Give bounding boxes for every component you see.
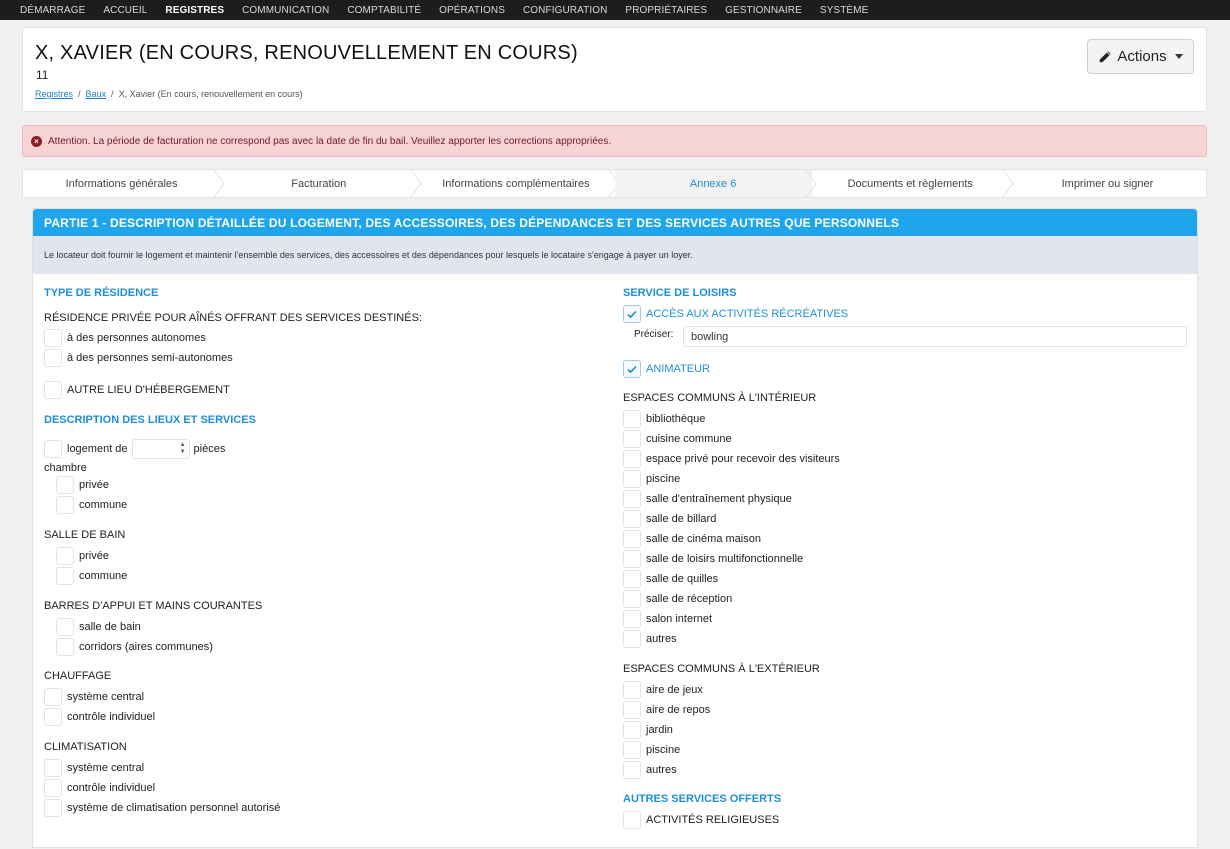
nav-item-6[interactable]: CONFIGURATION	[522, 4, 608, 16]
checkbox-row[interactable]	[623, 305, 848, 323]
step-label: Documents et règlements	[847, 177, 973, 190]
checkbox-label: salle de réception	[646, 593, 733, 605]
checkbox-checked[interactable]	[623, 360, 641, 378]
alert-banner	[22, 125, 1207, 157]
chauffage-heading: CHAUFFAGE	[44, 670, 112, 682]
checkbox-row[interactable]	[56, 547, 109, 565]
step-tab-3[interactable]	[615, 170, 812, 197]
checkbox-label: aire de repos	[646, 704, 711, 716]
checkbox[interactable]	[56, 638, 74, 656]
checkbox-row[interactable]	[623, 761, 677, 779]
checkbox[interactable]	[44, 759, 62, 777]
checkbox-label: bibliothèque	[646, 413, 706, 425]
checkbox-row[interactable]	[623, 701, 710, 719]
nav-item-1[interactable]: ACCUEIL	[103, 4, 148, 16]
checkbox[interactable]	[623, 570, 641, 588]
checkbox-row[interactable]	[56, 476, 109, 494]
annexe-section	[32, 208, 1198, 848]
checkbox-row[interactable]	[623, 811, 779, 829]
checkmark-icon	[626, 363, 638, 375]
checkbox-row[interactable]	[623, 681, 703, 699]
checkbox-row[interactable]	[623, 490, 792, 508]
type-residence-heading: TYPE DE RÉSIDENCE	[44, 287, 159, 299]
checkbox-label: espace privé pour recevoir des visiteurs	[646, 453, 840, 465]
nav-item-4[interactable]: COMPTABILITÉ	[347, 4, 422, 16]
checkbox-row[interactable]	[623, 470, 680, 488]
checkbox-row[interactable]	[44, 708, 155, 726]
pieces-label: pièces	[193, 443, 226, 455]
checkbox[interactable]	[44, 349, 62, 367]
checkbox-label: système de climatisation personnel autorisé	[67, 802, 281, 814]
climatisation-heading: CLIMATISATION	[44, 741, 127, 753]
step-label: Facturation	[291, 177, 347, 190]
checkbox-row[interactable]	[623, 721, 673, 739]
step-tab-4[interactable]	[812, 170, 1009, 197]
form-body	[33, 274, 1199, 849]
checkbox-label: jardin	[646, 724, 673, 736]
checkbox-label: à des personnes autonomes	[67, 332, 206, 344]
checkbox-label: système central	[67, 691, 145, 703]
breadcrumb-baux[interactable]: Baux	[85, 89, 107, 99]
step-tab-0[interactable]	[23, 170, 220, 197]
checkbox-label: ACTIVITÉS RELIGIEUSES	[646, 814, 780, 826]
nav-item-7[interactable]: PROPRIÉTAIRES	[625, 4, 708, 16]
checkbox-label: salle de bain	[79, 621, 141, 633]
step-tab-1[interactable]	[220, 170, 417, 197]
page-header	[22, 27, 1207, 112]
checkbox[interactable]	[44, 381, 62, 399]
checkbox[interactable]	[623, 490, 641, 508]
checkbox[interactable]	[623, 761, 641, 779]
checkbox-row[interactable]	[44, 349, 233, 367]
checkbox[interactable]	[623, 741, 641, 759]
page-subtitle: 11	[36, 68, 49, 82]
breadcrumb-current: X, Xavier (En cours, renouvellement en cours)	[118, 89, 303, 99]
checkmark-icon	[626, 308, 638, 320]
checkbox-label: système central	[67, 762, 145, 774]
checkbox-label: salle d'entraînement physique	[646, 493, 792, 505]
checkbox[interactable]	[623, 410, 641, 428]
checkbox-row[interactable]	[623, 570, 718, 588]
checkbox-label: commune	[79, 570, 128, 582]
checkbox[interactable]	[56, 618, 74, 636]
checkbox[interactable]	[56, 476, 74, 494]
checkbox[interactable]	[44, 440, 62, 458]
rpa-heading: RÉSIDENCE PRIVÉE POUR AÎNÉS OFFRANT DES SERVICES DESTINÉS:	[44, 312, 422, 324]
nav-item-2[interactable]: REGISTRES	[165, 4, 225, 16]
checkbox-row[interactable]	[623, 550, 803, 568]
checkbox-row[interactable]	[56, 496, 127, 514]
nav-item-0[interactable]: DÉMARRAGE	[20, 4, 86, 16]
checkbox[interactable]	[623, 610, 641, 628]
checkbox-label: salle de cinéma maison	[646, 533, 761, 545]
checkbox-label: cuisine commune	[646, 433, 732, 445]
checkbox-label: salle de loisirs multifonctionnelle	[646, 553, 804, 565]
breadcrumb	[35, 89, 303, 99]
checkbox-label: corridors (aires communes)	[79, 641, 213, 653]
checkbox[interactable]	[623, 721, 641, 739]
checkbox-label: autres	[646, 764, 677, 776]
checkbox[interactable]	[623, 510, 641, 528]
checkbox-row[interactable]	[623, 410, 705, 428]
checkbox-row[interactable]	[623, 630, 677, 648]
error-icon: ×	[31, 136, 42, 147]
checkbox-row[interactable]	[623, 430, 732, 448]
interieur-heading: ESPACES COMMUNS À L'INTÉRIEUR	[623, 392, 817, 404]
checkbox-label: autres	[646, 633, 677, 645]
nav-item-9[interactable]: SYSTÈME	[819, 4, 869, 16]
checkbox-label: piscine	[646, 744, 681, 756]
checkbox-row[interactable]	[44, 779, 155, 797]
section-intro: Le locateur doit fournir le logement et maintenir l'ensemble des services, des accessoires et des dépendances pour lesquels le locataire s'engage à payer un loyer.	[33, 236, 1197, 274]
checkbox-row[interactable]	[56, 638, 213, 656]
step-tab-5[interactable]	[1009, 170, 1206, 197]
step-tab-2[interactable]	[417, 170, 614, 197]
checkbox-label: piscine	[646, 473, 681, 485]
checkbox-label: salle de quilles	[646, 573, 719, 585]
checkbox-label: privée	[79, 479, 109, 491]
checkbox-row[interactable]	[623, 450, 840, 468]
checkbox-row[interactable]	[44, 329, 206, 347]
preciser-input[interactable]: bowling	[683, 326, 1187, 347]
checkbox[interactable]	[623, 470, 641, 488]
step-label: Imprimer ou signer	[1061, 177, 1154, 190]
checkbox[interactable]	[44, 799, 62, 817]
step-label: Informations générales	[65, 177, 178, 190]
salle-bain-heading: SALLE DE BAIN	[44, 529, 126, 541]
page-title: X, XAVIER (EN COURS, RENOUVELLEMENT EN COURS)	[35, 42, 578, 64]
checkbox-label: à des personnes semi-autonomes	[67, 352, 233, 364]
checkbox[interactable]	[44, 708, 62, 726]
checkbox-row[interactable]	[44, 688, 144, 706]
checkbox-row[interactable]	[623, 741, 680, 759]
checkbox[interactable]	[623, 630, 641, 648]
pieces-stepper[interactable]	[132, 439, 190, 459]
checkbox-row[interactable]	[44, 381, 230, 399]
step-label: Annexe 6	[689, 177, 737, 190]
step-label: Informations complémentaires	[442, 177, 590, 190]
checkbox-label: ACCÈS AUX ACTIVITÉS RÉCRÉATIVES	[646, 308, 849, 320]
section-title: PARTIE 1 - DESCRIPTION DÉTAILLÉE DU LOGEMENT, DES ACCESSOIRES, DES DÉPENDANCES ET DES SERVICES AUTRES QUE PERSONNELS	[33, 209, 1197, 236]
checkbox-label: aire de jeux	[646, 684, 703, 696]
stepper-arrows-icon[interactable]: ▲ ▼	[179, 442, 186, 455]
desc-lieux-heading: DESCRIPTION DES LIEUX ET SERVICES	[44, 414, 256, 426]
top-nav	[0, 0, 1230, 20]
checkbox-label: ANIMATEUR	[646, 363, 710, 375]
logement-row[interactable]	[44, 439, 225, 459]
nav-item-8[interactable]: GESTIONNAIRE	[725, 4, 802, 16]
checkbox-row[interactable]	[44, 799, 280, 817]
checkbox[interactable]	[56, 496, 74, 514]
checkbox-label: logement de	[67, 443, 128, 455]
checkbox[interactable]	[56, 547, 74, 565]
checkbox[interactable]	[623, 530, 641, 548]
checkbox[interactable]	[623, 590, 641, 608]
checkbox-row[interactable]	[623, 360, 710, 378]
checkbox-checked[interactable]	[623, 305, 641, 323]
autres-services-heading: AUTRES SERVICES OFFERTS	[623, 793, 782, 805]
nav-item-3[interactable]: COMMUNICATION	[242, 4, 330, 16]
preciser-label: Préciser:	[634, 329, 674, 340]
wizard-steps	[22, 169, 1207, 198]
checkbox-row[interactable]	[56, 567, 127, 585]
checkbox[interactable]	[623, 701, 641, 719]
checkbox-label: salon internet	[646, 613, 713, 625]
exterieur-heading: ESPACES COMMUNS À L'EXTÉRIEUR	[623, 663, 820, 675]
checkbox-label: salle de billard	[646, 513, 717, 525]
checkbox[interactable]	[623, 550, 641, 568]
checkbox-label: commune	[79, 499, 128, 511]
chevron-down-icon	[1175, 54, 1183, 59]
checkbox-label: contrôle individuel	[67, 711, 156, 723]
checkbox-row[interactable]	[623, 610, 712, 628]
checkbox[interactable]	[623, 681, 641, 699]
checkbox-label: contrôle individuel	[67, 782, 156, 794]
checkbox[interactable]	[623, 430, 641, 448]
nav-item-5[interactable]: OPÉRATIONS	[439, 4, 505, 16]
checkbox-row[interactable]	[44, 759, 144, 777]
barres-heading: BARRES D'APPUI ET MAINS COURANTES	[44, 600, 263, 612]
checkbox-row[interactable]	[623, 510, 716, 528]
actions-label: Actions	[1117, 48, 1167, 65]
checkbox-row[interactable]	[623, 590, 732, 608]
checkbox[interactable]	[56, 567, 74, 585]
checkbox-label: AUTRE LIEU D'HÉBERGEMENT	[67, 384, 230, 396]
breadcrumb-separator: /	[78, 89, 81, 99]
checkbox[interactable]	[623, 450, 641, 468]
checkbox-row[interactable]	[56, 618, 141, 636]
checkbox-row[interactable]	[623, 530, 761, 548]
checkbox-label: privée	[79, 550, 109, 562]
pencil-icon	[1098, 50, 1112, 64]
actions-button[interactable]	[1087, 39, 1194, 74]
loisirs-heading: SERVICE DE LOISIRS	[623, 287, 737, 299]
checkbox[interactable]	[44, 329, 62, 347]
checkbox[interactable]	[44, 779, 62, 797]
chambre-heading: chambre	[44, 462, 87, 474]
alert-message: Attention. La période de facturation ne correspond pas avec la date de fin du bail. Veuillez apporter les corrections appropriées.	[48, 135, 612, 147]
checkbox[interactable]	[44, 688, 62, 706]
breadcrumb-separator: /	[111, 89, 114, 99]
breadcrumb-registres[interactable]: Registres	[35, 89, 74, 99]
checkbox[interactable]	[623, 811, 641, 829]
